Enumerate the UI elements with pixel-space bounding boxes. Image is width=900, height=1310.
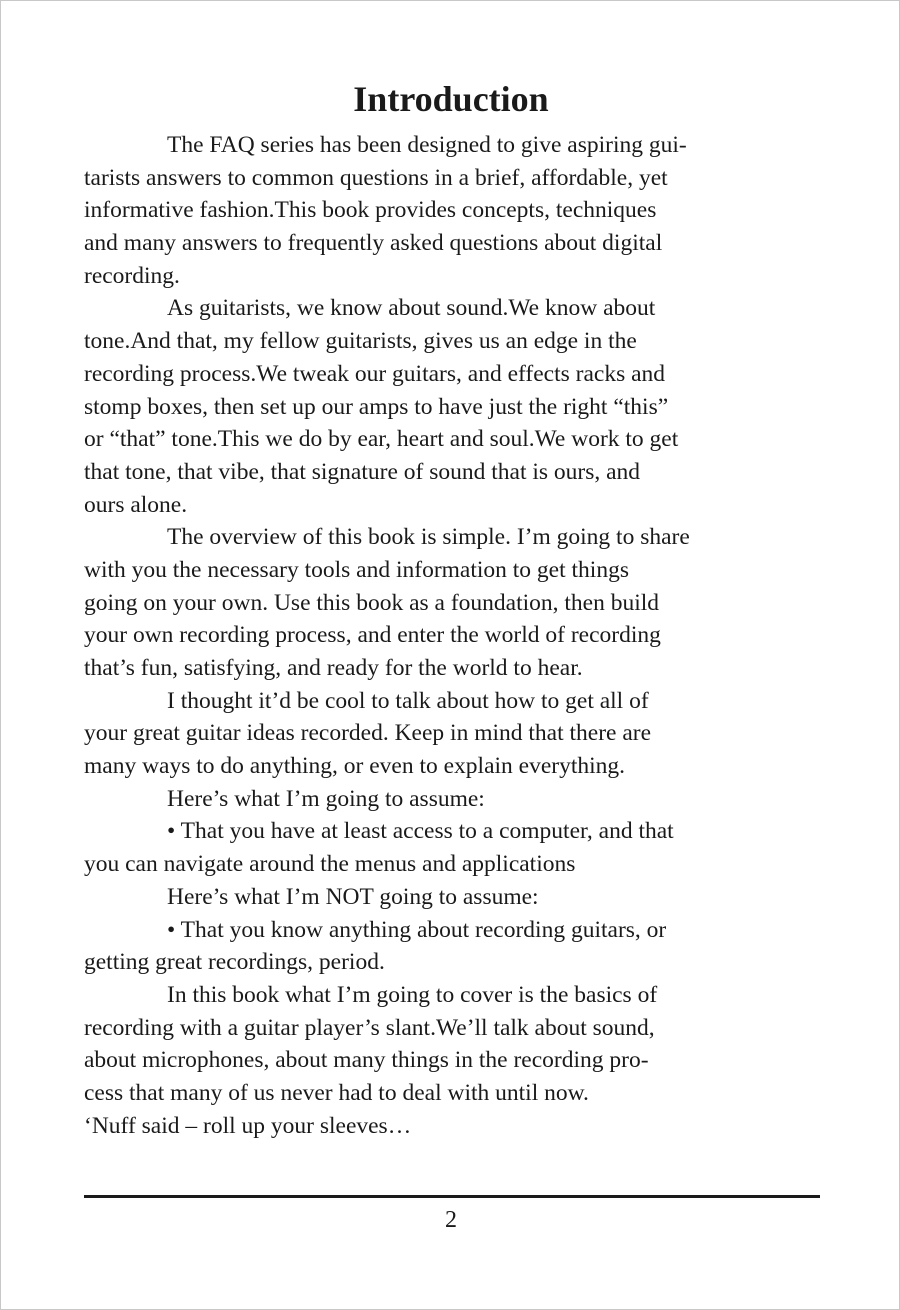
text-line: or “that” tone.This we do by ear, heart and soul.We work to get — [84, 426, 679, 453]
text-line: tarists answers to common questions in a brief, affordable, yet — [84, 164, 668, 191]
footer-rule — [84, 1195, 820, 1198]
text-line: many ways to do anything, or even to explain everything. — [84, 753, 626, 780]
text-line: going on your own. Use this book as a foundation, then build — [84, 589, 660, 616]
text-line: that tone, that vibe, that signature of sound that is ours, and — [84, 458, 641, 485]
text-line: with you the necessary tools and information to get things — [84, 556, 629, 583]
bullet-line: • That you know anything about recording guitars, or — [167, 916, 667, 943]
body-text — [84, 129, 820, 1142]
text-line: you can navigate around the menus and applications — [84, 851, 576, 878]
text-line: recording process.We tweak our guitars, and effects racks and — [84, 360, 666, 387]
text-line: your great guitar ideas recorded. Keep in mind that there are — [84, 720, 652, 747]
text-line: getting great recordings, period. — [84, 949, 385, 976]
text-line: ours alone. — [84, 491, 188, 518]
text-line: tone.And that, my fellow guitarists, gives us an edge in the — [84, 328, 637, 355]
text-line: The FAQ series has been designed to give aspiring gui- — [167, 132, 687, 158]
text-line: and many answers to frequently asked questions about digital — [84, 230, 663, 257]
text-line: Here’s what I’m NOT going to assume: — [167, 883, 539, 910]
text-line: stomp boxes, then set up our amps to have just the right “this” — [84, 393, 669, 420]
text-line: Here’s what I’m going to assume: — [167, 785, 485, 812]
text-line: informative fashion.This book provides concepts, techniques — [84, 197, 657, 224]
text-line: that’s fun, satisfying, and ready for the world to hear. — [84, 655, 583, 681]
page-number: 2 — [445, 1207, 457, 1233]
text-line: recording. — [84, 262, 180, 289]
text-line: I thought it’d be cool to talk about how to get all of — [167, 687, 649, 714]
text-line: In this book what I’m going to cover is the basics of — [167, 981, 658, 1008]
text-line: cess that many of us never had to deal with until now. — [84, 1079, 589, 1106]
text-line: your own recording process, and enter the world of recording — [84, 622, 661, 649]
bullet-line: • That you have at least access to a computer, and that — [167, 818, 674, 845]
text-line: As guitarists, we know about sound.We know about — [167, 295, 656, 322]
text-line: The overview of this book is simple. I’m going to share — [167, 524, 690, 551]
page-title: Introduction — [353, 79, 549, 119]
text-line: recording with a guitar player’s slant.We’ll talk about sound, — [84, 1014, 655, 1041]
text-line: about microphones, about many things in the recording pro- — [84, 1047, 649, 1074]
text-line: ‘Nuff said – roll up your sleeves… — [84, 1112, 412, 1139]
